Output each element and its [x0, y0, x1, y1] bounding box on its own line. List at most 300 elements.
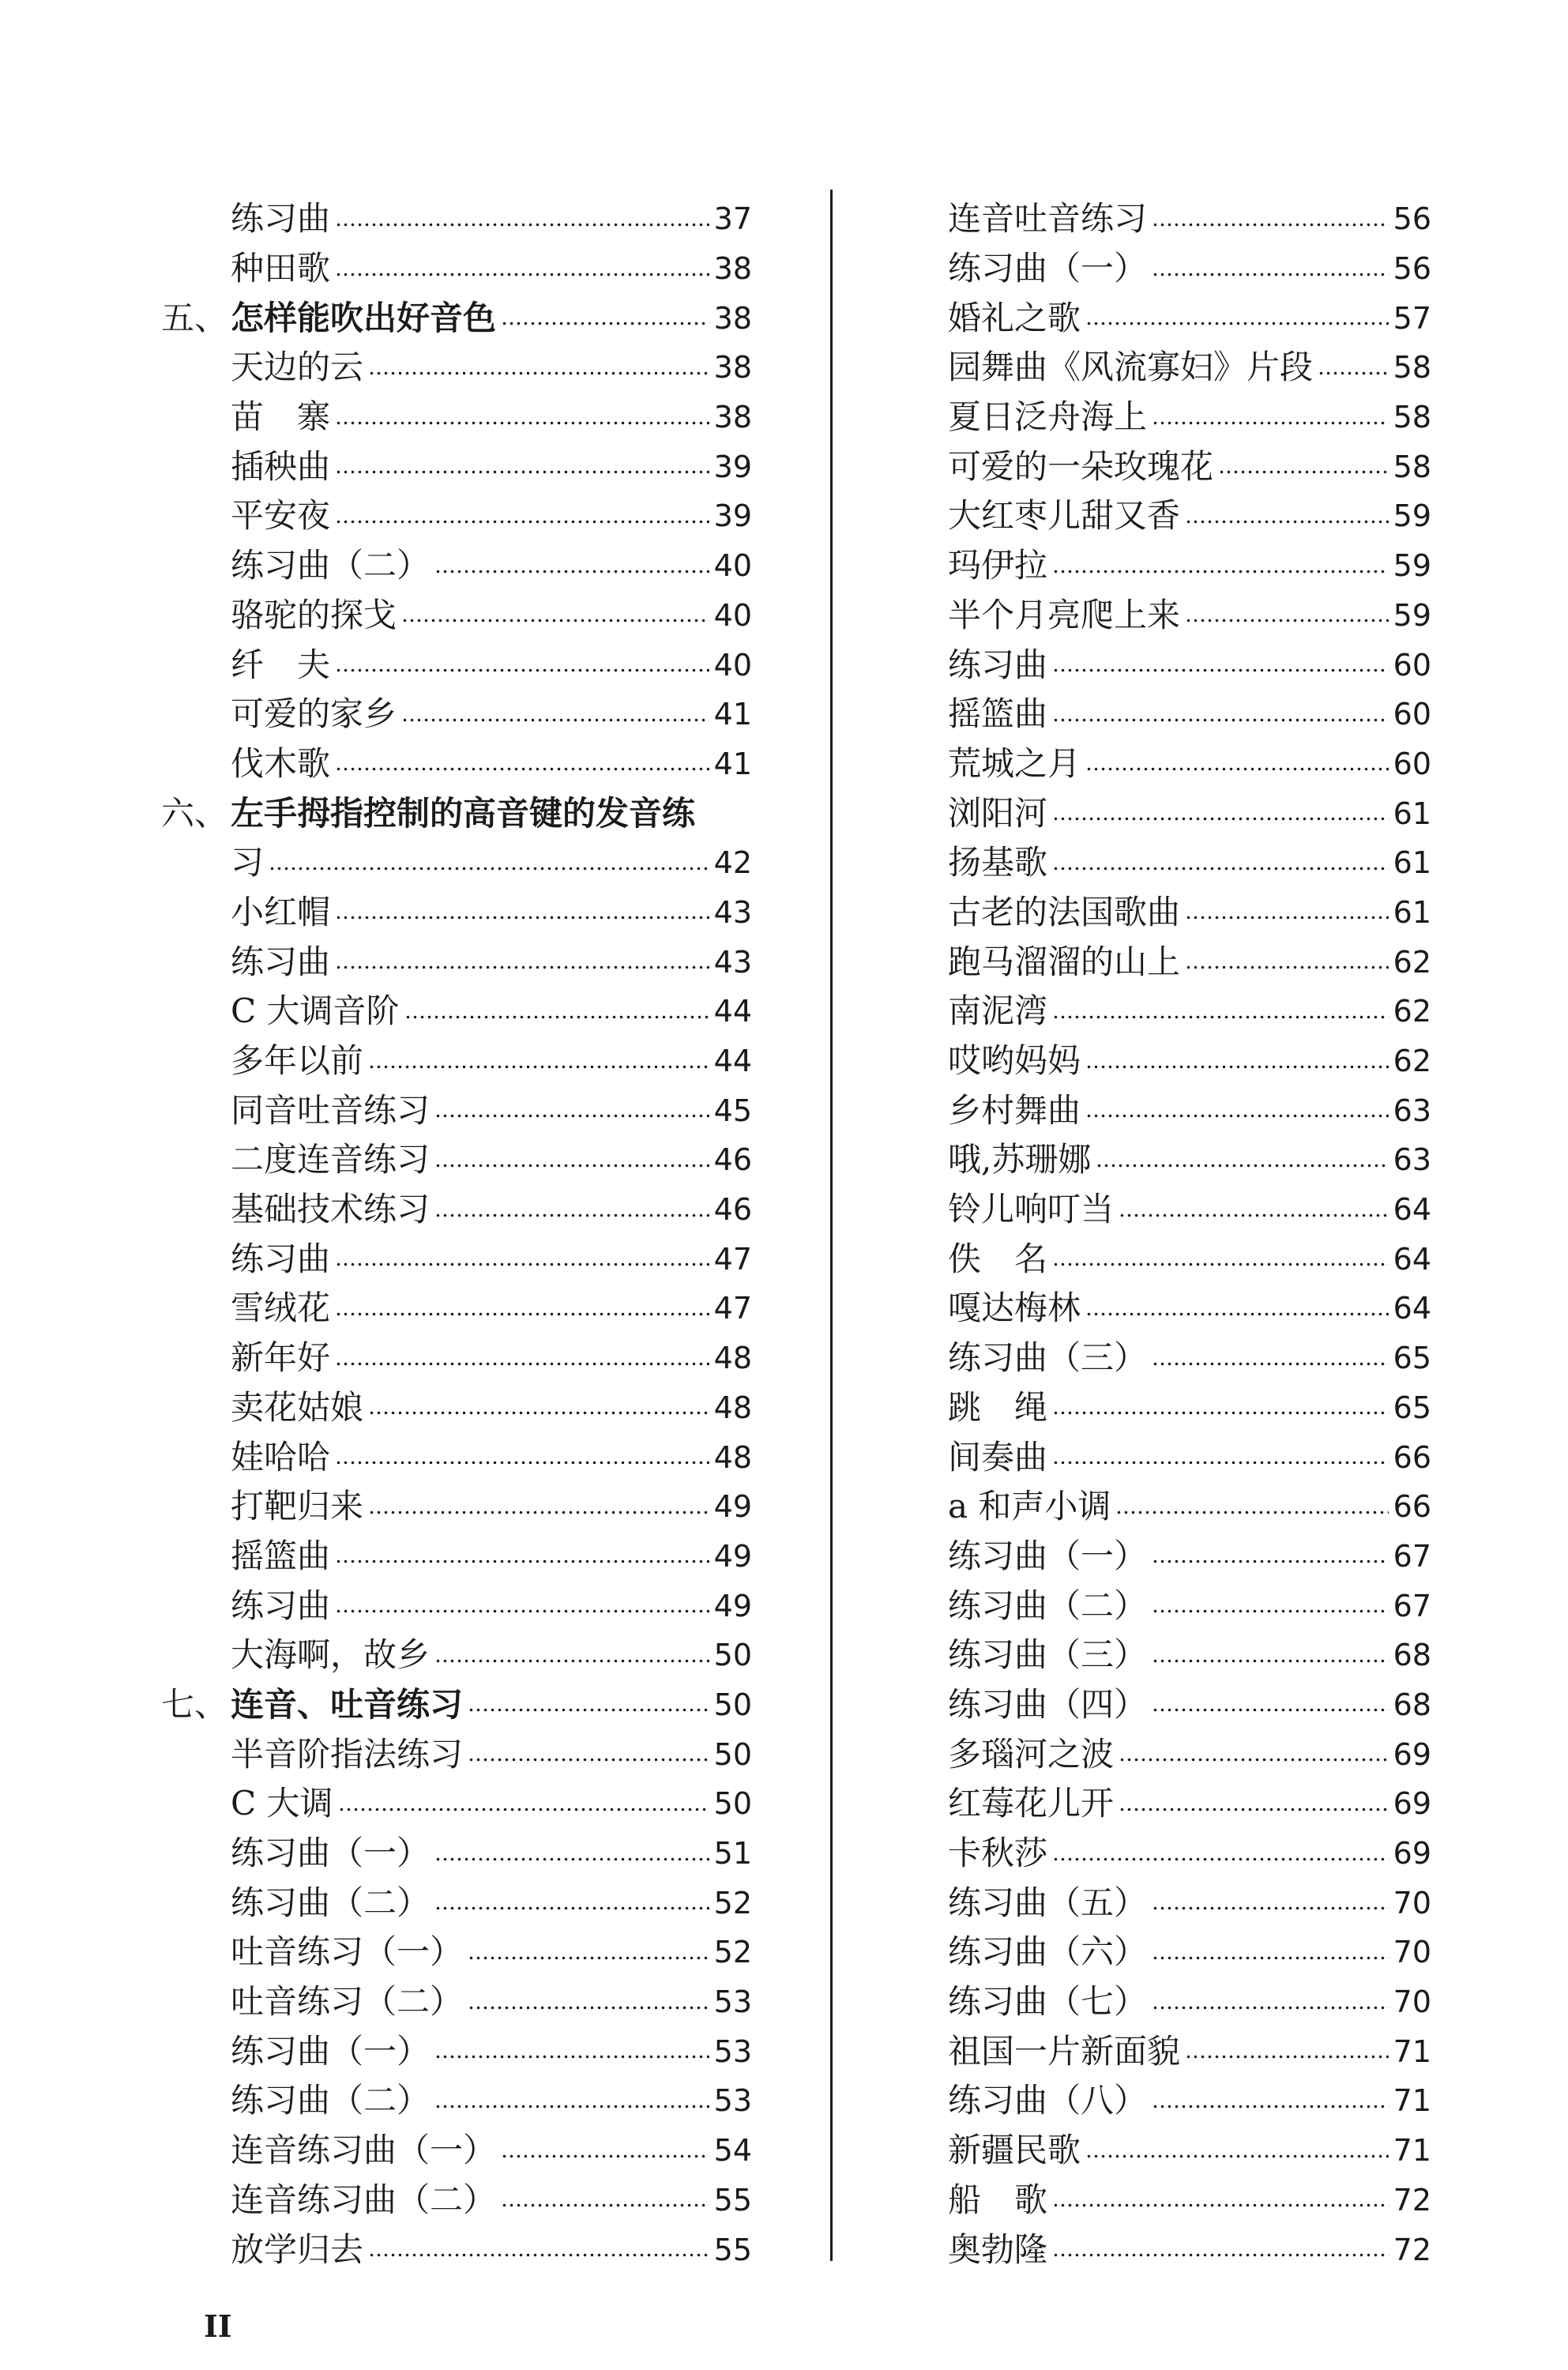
- toc-page-number: 48: [713, 1390, 752, 1425]
- toc-entry: [948, 1878, 1431, 1928]
- toc-entry-title: 连音练习曲（一）: [231, 2131, 497, 2170]
- toc-entry: [231, 591, 752, 641]
- toc-entry-title: 连音吐音练习: [948, 199, 1148, 239]
- toc-page-number: 38: [713, 400, 752, 435]
- toc-entry-title: 大红枣儿甜又香: [948, 496, 1181, 536]
- toc-page-number: 52: [713, 1935, 752, 1970]
- dot-leader: [1052, 867, 1389, 871]
- toc-section-heading: [160, 1680, 752, 1730]
- toc-page-number: 43: [713, 944, 752, 980]
- toc-page-number: 39: [713, 449, 752, 484]
- toc-entry-title: 基础技术练习: [231, 1190, 431, 1229]
- dot-leader: [434, 1213, 709, 1217]
- toc-entry-title: 伐木歌: [231, 743, 331, 783]
- toc-entry: [948, 1234, 1431, 1284]
- toc-page-number: 49: [713, 1538, 752, 1574]
- dot-leader: [335, 520, 709, 524]
- toc-page-number: 62: [1393, 994, 1431, 1029]
- toc-page-number: 59: [1393, 548, 1431, 584]
- dot-leader: [1052, 1015, 1389, 1019]
- toc-page-number: 50: [713, 1786, 752, 1822]
- dot-leader: [1052, 1411, 1389, 1415]
- dot-leader: [1152, 1609, 1389, 1613]
- toc-entry-title: 哎哟妈妈: [948, 1041, 1081, 1081]
- toc-page-number: 63: [1393, 1093, 1431, 1128]
- dot-leader: [434, 570, 709, 574]
- dot-leader: [1119, 1808, 1389, 1811]
- toc-entry: [231, 244, 752, 294]
- toc-page-number: 59: [1393, 498, 1431, 534]
- toc-entry-title: 练习曲（七）: [948, 1982, 1148, 2022]
- toc-page-number: 38: [713, 350, 752, 386]
- toc-page-number: 48: [713, 1341, 752, 1376]
- toc-entry-title: 练习曲: [231, 1586, 331, 1625]
- toc-entry-title: 练习曲（二）: [231, 1883, 431, 1922]
- dot-leader: [1052, 1461, 1389, 1465]
- dot-leader: [1052, 2253, 1389, 2257]
- dot-leader: [401, 718, 709, 722]
- toc-entry-title: 二度连音练习: [231, 1140, 431, 1179]
- dot-leader: [468, 1956, 709, 1960]
- toc-page-number: 61: [1393, 796, 1431, 831]
- toc-entry-title: 船 歌: [948, 2180, 1048, 2219]
- toc-entry-title: 雪绒花: [231, 1288, 331, 1328]
- toc-page-number: 54: [713, 2133, 752, 2169]
- dot-leader: [1096, 1164, 1388, 1168]
- toc-entry: [231, 1334, 752, 1383]
- toc-entry: [231, 1234, 752, 1284]
- toc-page-number: 47: [713, 1291, 752, 1326]
- toc-page-number: 53: [713, 1984, 752, 2020]
- toc-entry-title: 种田歌: [231, 249, 331, 288]
- dot-leader: [1152, 1708, 1389, 1712]
- dot-leader: [368, 1065, 709, 1069]
- toc-entry: [948, 194, 1431, 244]
- toc-entry-title: 苗 寨: [231, 397, 331, 437]
- toc-entry: [948, 2026, 1431, 2076]
- toc-entry-title: 练习曲（一）: [231, 1834, 431, 1873]
- toc-page-number: 66: [1393, 1489, 1431, 1525]
- toc-page-number: 52: [713, 1885, 752, 1920]
- toc-entry: [231, 1532, 752, 1582]
- toc-entry: [231, 1977, 752, 2027]
- dot-leader: [368, 371, 709, 375]
- toc-page-number: 57: [1393, 300, 1431, 336]
- dot-leader: [335, 1362, 709, 1366]
- toc-page-number: 49: [713, 1489, 752, 1525]
- dot-leader: [368, 2253, 709, 2257]
- toc-page-number: 58: [1393, 449, 1431, 484]
- dot-leader: [1152, 421, 1389, 425]
- toc-section-heading: [160, 788, 752, 838]
- toc-entry-title: 练习曲: [231, 942, 331, 981]
- toc-entry-title: 婚礼之歌: [948, 298, 1081, 337]
- dot-leader: [368, 1411, 709, 1415]
- toc-entry-title: 跑马溜溜的山上: [948, 942, 1181, 981]
- toc-page-number: 56: [1393, 201, 1431, 237]
- toc-entry-title: a 和声小调: [948, 1487, 1111, 1526]
- toc-entry: [948, 293, 1431, 343]
- toc-entry-title: 同音吐音练习: [231, 1090, 431, 1130]
- dot-leader: [1185, 2055, 1389, 2059]
- toc-entry: [231, 937, 752, 987]
- dot-leader: [1152, 223, 1389, 227]
- toc-entry: [231, 1482, 752, 1532]
- toc-page-number: 64: [1393, 1241, 1431, 1277]
- dot-leader: [335, 1609, 709, 1613]
- toc-entry: [948, 640, 1431, 690]
- toc-entry: [231, 2026, 752, 2076]
- toc-entry: [231, 1729, 752, 1779]
- toc-entry-title: 插秧曲: [231, 446, 331, 486]
- dot-leader: [368, 1510, 709, 1514]
- toc-entry: [231, 987, 752, 1036]
- toc-entry-title: 新年好: [231, 1338, 331, 1378]
- toc-page-number: 60: [1393, 697, 1431, 732]
- toc-entry-title: 怎样能吹出好音色: [231, 298, 497, 337]
- dot-leader: [1085, 1114, 1389, 1118]
- dot-leader: [335, 767, 709, 771]
- toc-page-number: 62: [1393, 1044, 1431, 1079]
- toc-entry: [231, 393, 752, 442]
- toc-entry-title: 园舞曲《风流寡妇》片段: [948, 348, 1314, 387]
- toc-entry-title: 平安夜: [231, 496, 331, 536]
- toc-entry-title: 新疆民歌: [948, 2131, 1081, 2170]
- toc-entry-title: 练习曲: [231, 199, 331, 239]
- toc-entry: [948, 1432, 1431, 1482]
- toc-entry-title: 荒城之月: [948, 743, 1081, 783]
- dot-leader: [468, 1708, 709, 1712]
- toc-entry: [948, 442, 1431, 491]
- toc-entry: [948, 1036, 1431, 1086]
- toc-entry: [231, 1878, 752, 1928]
- toc-entry-title: 练习曲（五）: [948, 1883, 1148, 1922]
- toc-entry-title: 半个月亮爬上来: [948, 595, 1181, 634]
- toc-entry: [231, 838, 752, 888]
- toc-page-number: 48: [713, 1439, 752, 1475]
- toc-page-number: 55: [713, 2232, 752, 2267]
- dot-leader: [335, 470, 709, 474]
- toc-page-number: 49: [713, 1588, 752, 1623]
- toc-entry-title: 习: [231, 843, 265, 882]
- toc-entry-title: 练习曲（一）: [948, 1536, 1148, 1575]
- toc-right-column: [948, 194, 1431, 2274]
- toc-page-number: 71: [1393, 2083, 1431, 2119]
- dot-leader: [1085, 322, 1389, 325]
- toc-entry: [231, 541, 752, 591]
- toc-page-number: 61: [1393, 894, 1431, 930]
- toc-page-number: 41: [713, 746, 752, 781]
- toc-entry: [948, 788, 1431, 838]
- toc-entry: [948, 343, 1431, 393]
- toc-entry-title: 摇篮曲: [948, 694, 1048, 734]
- dot-leader: [1119, 1758, 1389, 1762]
- dot-leader: [1152, 1559, 1389, 1563]
- dot-leader: [434, 1659, 709, 1663]
- toc-page-number: 46: [713, 1142, 752, 1178]
- toc-entry: [948, 1779, 1431, 1829]
- dot-leader: [1152, 1362, 1389, 1366]
- toc-entry-title: 跳 绳: [948, 1387, 1048, 1427]
- toc-page-number: 69: [1393, 1836, 1431, 1872]
- toc-page-number: 40: [713, 597, 752, 633]
- toc-entry-title: 放学归去: [231, 2229, 364, 2269]
- toc-entry-title: 嘎达梅林: [948, 1288, 1081, 1328]
- dot-leader: [434, 1857, 709, 1861]
- dot-leader: [434, 1114, 709, 1118]
- dot-leader: [1185, 916, 1389, 920]
- toc-page-number: 70: [1393, 1935, 1431, 1970]
- toc-entry-title: 纤 夫: [231, 645, 331, 684]
- toc-page-number: 41: [713, 697, 752, 732]
- toc-entry: [948, 591, 1431, 641]
- toc-page-number: 67: [1393, 1538, 1431, 1574]
- dot-leader: [434, 1906, 709, 1910]
- dot-leader: [1152, 273, 1389, 276]
- toc-page-number: 37: [713, 201, 752, 237]
- toc-entry-title: 扬基歌: [948, 843, 1048, 882]
- toc-entry-title: C 大调: [231, 1784, 333, 1823]
- toc-page-number: 45: [713, 1093, 752, 1128]
- toc-entry-title: 铃儿响叮当: [948, 1190, 1115, 1229]
- toc-entry: [231, 2176, 752, 2225]
- toc-entry: [231, 1581, 752, 1631]
- toc-entry: [948, 1680, 1431, 1730]
- toc-entry-title: 练习曲: [948, 645, 1048, 684]
- toc-entry-title: 卡秋莎: [948, 1834, 1048, 1873]
- dot-leader: [1152, 1956, 1389, 1960]
- toc-entry: [948, 1482, 1431, 1532]
- toc-entry-title: 吐音练习（二）: [231, 1982, 464, 2022]
- toc-entry: [948, 1185, 1431, 1235]
- toc-page-number: 64: [1393, 1192, 1431, 1228]
- toc-entry: [231, 2225, 752, 2274]
- toc-entry-title: 夏日泛舟海上: [948, 397, 1148, 437]
- toc-entry-title: 练习曲（四）: [948, 1684, 1148, 1724]
- toc-entry-title: 佚 名: [948, 1239, 1048, 1278]
- toc-entry: [231, 2076, 752, 2126]
- toc-entry: [948, 2225, 1431, 2274]
- dot-leader: [335, 916, 709, 920]
- toc-entry: [231, 1284, 752, 1334]
- toc-entry: [231, 1779, 752, 1829]
- toc-page-number: 51: [713, 1836, 752, 1872]
- toc-page-number: 39: [713, 498, 752, 534]
- toc-entry: [948, 1532, 1431, 1582]
- toc-page-number: 69: [1393, 1786, 1431, 1822]
- toc-entry-title: 奥勃隆: [948, 2229, 1048, 2269]
- dot-leader: [1052, 718, 1389, 722]
- toc-entry-title: 练习曲（一）: [948, 249, 1148, 288]
- toc-entry-title: 练习曲（三）: [948, 1635, 1148, 1675]
- toc-entry-title: 练习曲（二）: [231, 546, 431, 585]
- toc-entry: [948, 838, 1431, 888]
- dot-leader: [1185, 520, 1389, 524]
- toc-page-number: 72: [1393, 2182, 1431, 2218]
- toc-page-number: 62: [1393, 944, 1431, 980]
- toc-page-number: 53: [713, 2033, 752, 2069]
- toc-page-number: 58: [1393, 400, 1431, 435]
- dot-leader: [501, 2203, 709, 2207]
- toc-entry-title: 半音阶指法练习: [231, 1734, 464, 1774]
- toc-page-number: 40: [713, 548, 752, 584]
- dot-leader: [401, 619, 709, 623]
- dot-leader: [1218, 470, 1389, 474]
- toc-entry-title: 骆驼的探戈: [231, 595, 397, 634]
- toc-page-number: 40: [713, 647, 752, 683]
- toc-entry: [948, 1829, 1431, 1879]
- toc-page-number: 46: [713, 1192, 752, 1228]
- dot-leader: [1115, 1510, 1388, 1514]
- dot-leader: [1152, 1659, 1389, 1663]
- toc-page-number: 43: [713, 894, 752, 930]
- toc-entry-title: 祖国一片新面貌: [948, 2031, 1181, 2071]
- toc-page-number: 44: [713, 1044, 752, 1079]
- toc-entry-title: 可爱的家乡: [231, 694, 397, 734]
- toc-entry-title: 乡村舞曲: [948, 1090, 1081, 1130]
- toc-entry: [231, 1829, 752, 1879]
- toc-page-number: 53: [713, 2083, 752, 2119]
- toc-page-number: 55: [713, 2182, 752, 2218]
- toc-entry: [231, 1432, 752, 1482]
- dot-leader: [1152, 2105, 1389, 2109]
- toc-entry-title: 娃哈哈: [231, 1437, 331, 1477]
- toc-entry: [948, 541, 1431, 591]
- dot-leader: [501, 2154, 709, 2158]
- toc-entry: [231, 2126, 752, 2176]
- toc-section-heading: [160, 293, 752, 343]
- toc-page-number: 65: [1393, 1390, 1431, 1425]
- dot-leader: [1085, 767, 1389, 771]
- dot-leader: [1052, 1857, 1389, 1861]
- toc-page-number: 70: [1393, 1984, 1431, 2020]
- toc-entry: [231, 1185, 752, 1235]
- toc-page-number: 56: [1393, 251, 1431, 287]
- toc-page-number: 70: [1393, 1885, 1431, 1920]
- toc-entry-title: 连音练习曲（二）: [231, 2180, 497, 2219]
- toc-entry: [948, 1631, 1431, 1680]
- dot-leader: [1052, 817, 1389, 821]
- toc-entry-title: 练习曲: [231, 1239, 331, 1278]
- page-number: II: [204, 2308, 232, 2344]
- toc-entry-title: 南泥湾: [948, 991, 1048, 1031]
- toc-page-number: 63: [1393, 1142, 1431, 1178]
- toc-section-number: 七、: [160, 1684, 227, 1724]
- toc-entry: [948, 1977, 1431, 2027]
- dot-leader: [269, 867, 709, 871]
- toc-page-number: 67: [1393, 1588, 1431, 1623]
- toc-entry: [948, 1135, 1431, 1185]
- toc-entry: [948, 393, 1431, 442]
- toc-entry: [948, 888, 1431, 938]
- toc-section-number: 五、: [160, 298, 227, 337]
- toc-entry: [948, 2176, 1431, 2225]
- toc-page-number: 38: [713, 251, 752, 287]
- toc-entry: [231, 1085, 752, 1135]
- dot-leader: [338, 1808, 709, 1811]
- dot-leader: [1085, 2154, 1389, 2158]
- toc-page-number: 68: [1393, 1687, 1431, 1722]
- toc-entry: [231, 343, 752, 393]
- toc-entry-title: 多年以前: [231, 1041, 364, 1081]
- toc-entry: [948, 1581, 1431, 1631]
- toc-entry: [948, 1284, 1431, 1334]
- toc-entry: [231, 640, 752, 690]
- toc-page-number: 65: [1393, 1341, 1431, 1376]
- toc-entry-title: 天边的云: [231, 348, 364, 387]
- toc-page-number: 38: [713, 300, 752, 336]
- toc-entry: [948, 244, 1431, 294]
- dot-leader: [1052, 1262, 1389, 1266]
- dot-leader: [335, 965, 709, 969]
- dot-leader: [335, 421, 709, 425]
- toc-left-column: [160, 194, 752, 2274]
- toc-entry-title: 练习曲（六）: [948, 1932, 1148, 1972]
- toc-entry: [948, 987, 1431, 1036]
- dot-leader: [1052, 570, 1389, 574]
- toc-entry: [948, 1085, 1431, 1135]
- toc-entry: [948, 690, 1431, 739]
- toc-page-number: 60: [1393, 647, 1431, 683]
- toc-entry: [948, 2126, 1431, 2176]
- toc-entry-title: C 大调音阶: [231, 991, 400, 1031]
- toc-page-number: 50: [713, 1736, 752, 1772]
- dot-leader: [335, 1559, 709, 1563]
- dot-leader: [335, 223, 709, 227]
- toc-entry: [231, 1631, 752, 1680]
- toc-entry: [231, 491, 752, 541]
- toc-page-number: 61: [1393, 845, 1431, 881]
- toc-page-number: 72: [1393, 2232, 1431, 2267]
- dot-leader: [501, 322, 709, 325]
- toc-page-number: 64: [1393, 1291, 1431, 1326]
- toc-entry-title: 练习曲（一）: [231, 2031, 431, 2071]
- toc-entry: [231, 1036, 752, 1086]
- toc-entry: [948, 491, 1431, 541]
- toc-entry: [948, 2076, 1431, 2126]
- toc-entry-title: 多瑙河之波: [948, 1734, 1115, 1774]
- toc-entry: [231, 690, 752, 739]
- toc-page-number: 69: [1393, 1736, 1431, 1772]
- dot-leader: [335, 273, 709, 276]
- toc-entry-title: 红莓花儿开: [948, 1784, 1115, 1823]
- dot-leader: [1185, 619, 1389, 623]
- toc-section-number: 六、: [160, 793, 227, 833]
- dot-leader: [1085, 1312, 1389, 1316]
- dot-leader: [1152, 2006, 1389, 2010]
- toc-entry-title: 练习曲（二）: [231, 2081, 431, 2120]
- toc-entry: [948, 1729, 1431, 1779]
- dot-leader: [404, 1015, 709, 1019]
- toc-entry-title: 练习曲（二）: [948, 1586, 1148, 1625]
- toc-page-number: 59: [1393, 597, 1431, 633]
- toc-entry-title: 间奏曲: [948, 1437, 1048, 1477]
- toc-entry-title: 连音、吐音练习: [231, 1684, 464, 1724]
- toc-entry: [948, 1383, 1431, 1433]
- toc-page-number: 42: [713, 845, 752, 881]
- toc-entry: [948, 1928, 1431, 1977]
- toc-entry-title: 可爱的一朵玫瑰花: [948, 446, 1214, 486]
- toc-entry-title: 打靶归来: [231, 1487, 364, 1526]
- toc-entry: [948, 739, 1431, 789]
- dot-leader: [434, 2105, 709, 2109]
- toc-entry-title: 玛伊拉: [948, 546, 1048, 585]
- dot-leader: [1052, 668, 1389, 672]
- toc-entry-title: 练习曲（三）: [948, 1338, 1148, 1378]
- dot-leader: [335, 1262, 709, 1266]
- dot-leader: [335, 1312, 709, 1316]
- toc-entry: [231, 1928, 752, 1977]
